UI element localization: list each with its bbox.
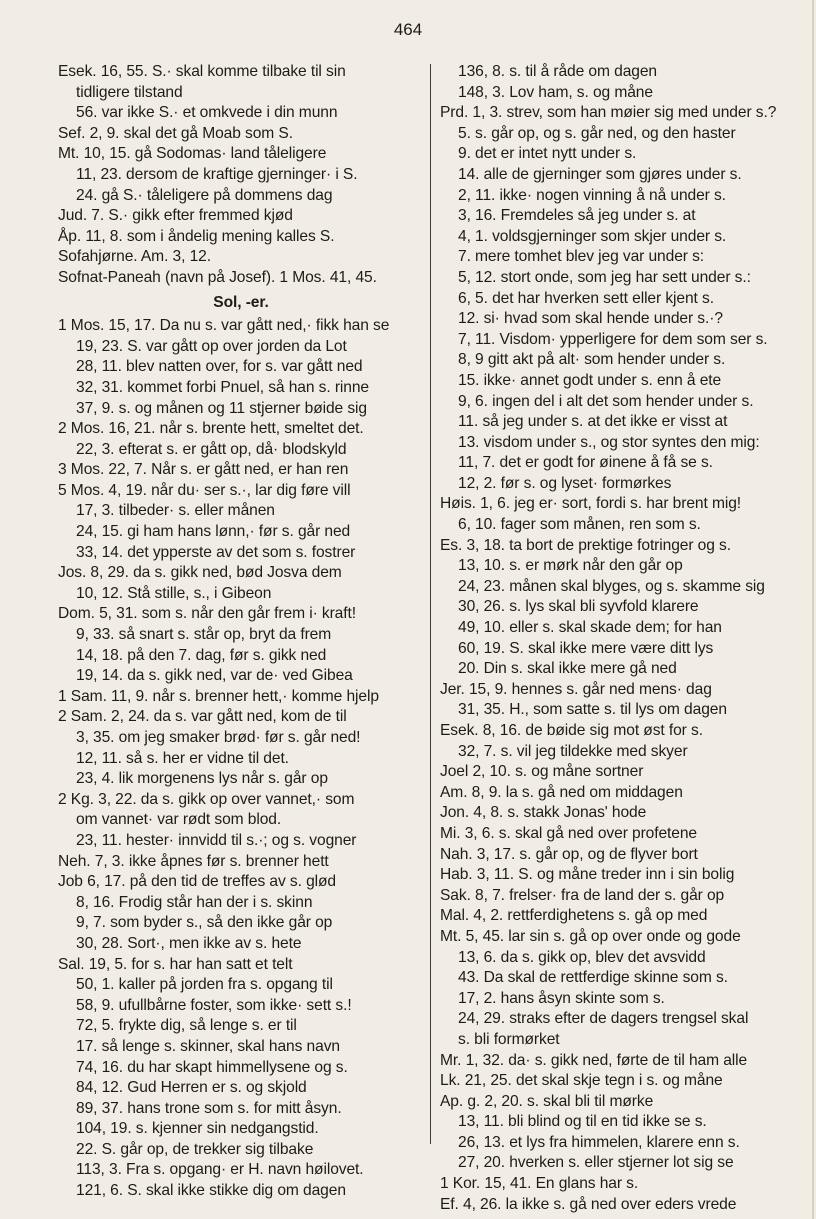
concordance-entry: 3, 16. Fremdeles så jeg under s. at <box>458 207 696 225</box>
concordance-entry: 9, 6. ingen del i alt det som hender under s. <box>458 392 754 410</box>
concordance-entry: 24, 23. månen skal blyges, og s. skamme sig <box>458 577 765 595</box>
concordance-entry: 2, 11. ikke· nogen vinning å nå under s. <box>458 186 726 204</box>
concordance-entry: 4, 1. voldsgjerninger som skjer under s. <box>458 227 727 245</box>
concordance-entry: Am. 8, 9. la s. gå ned om middagen <box>440 783 683 801</box>
concordance-entry: 11. så jeg under s. at det ikke er visst at <box>458 413 728 431</box>
concordance-entry: 13, 6. da s. gikk op, blev det avsvidd <box>458 948 706 966</box>
concordance-entry: 5 Mos. 4, 19. når du· ser s.·, lar dig føre vill <box>58 481 351 499</box>
concordance-entry: 7, 11. Visdom· ypperligere for dem som ser s. <box>458 330 768 348</box>
concordance-entry: 17, 3. tilbeder· s. eller månen <box>76 502 275 520</box>
concordance-entry: 89, 37. hans trone som s. for mitt åsyn. <box>76 1099 342 1117</box>
concordance-entry: 121, 6. S. skal ikke stikke dig om dagen <box>76 1182 346 1200</box>
concordance-entry: Nah. 3, 17. s. går op, og de flyver bort <box>440 845 698 863</box>
concordance-entry: 12. si· hvad som skal hende under s.·? <box>458 310 723 328</box>
concordance-right-column <box>440 62 808 1215</box>
concordance-entry: tidligere tilstand <box>76 83 183 101</box>
concordance-entry: Esek. 8, 16. de bøide sig mot øst for s. <box>440 722 703 739</box>
concordance-entry: Es. 3, 18. ta bort de prektige fotringer og s. <box>440 536 731 554</box>
concordance-entry: Sef. 2, 9. skal det gå Moab som S. <box>58 124 293 142</box>
concordance-entry: 6, 10. fager som månen, ren som s. <box>458 516 701 534</box>
concordance-entry: 22. S. går op, de trekker sig tilbake <box>76 1140 314 1158</box>
concordance-entry: 5, 12. stort onde, som jeg har sett under s.: <box>458 268 751 286</box>
concordance-entry: 24, 29. straks efter de dagers trengsel skal <box>458 1010 749 1028</box>
concordance-entry: 50, 1. kaller på jorden fra s. opgang til <box>76 976 333 994</box>
concordance-entry: Mi. 3, 6. s. skal gå ned over profetene <box>440 824 698 842</box>
concordance-entry: 9. det er intet nytt under s. <box>458 145 637 163</box>
concordance-entry: 43. Da skal de rettferdige skinne som s. <box>458 969 728 987</box>
concordance-entry: Prd. 1, 3. strev, som han møier sig med under s.? <box>440 104 777 122</box>
concordance-entry: 31, 35. H., som satte s. til lys om dagen <box>458 701 727 719</box>
concordance-entry: 15. ikke· annet godt under s. enn å ete <box>458 371 722 389</box>
concordance-entry: Sal. 19, 5. for s. har han satt et telt <box>58 955 293 973</box>
concordance-entry: 24. gå S.· tåleligere på dommens dag <box>76 186 333 204</box>
concordance-entry: 148, 3. Lov ham, s. og måne <box>458 83 653 101</box>
concordance-entry: 8, 16. Frodig står han der i s. skinn <box>76 893 313 911</box>
concordance-entry: 56. var ikke S.· et omkvede i din munn <box>76 104 338 122</box>
concordance-entry: 136, 8. s. til å råde om dagen <box>458 63 657 80</box>
concordance-entry: 37, 9. s. og månen og 11 stjerner bøide sig <box>76 399 367 417</box>
concordance-entry: 11, 7. det er godt for øinene å få se s. <box>458 454 713 472</box>
concordance-entry: 23, 4. lik morgenens lys når s. går op <box>76 770 328 788</box>
concordance-entry: 17. så lenge s. skinner, skal hans navn <box>76 1037 340 1055</box>
concordance-entry: 3, 35. om jeg smaker brød· før s. går ned! <box>76 729 361 746</box>
concordance-entry: 14, 18. på den 7. dag, før s. gikk ned <box>76 646 327 664</box>
concordance-entry: Sofnat-Paneah (navn på Josef). 1 Mos. 41, 45. <box>58 268 377 286</box>
concordance-entry: Jos. 8, 29. da s. gikk ned, bød Josva dem <box>58 564 342 582</box>
concordance-entry: 74, 16. du har skapt himmellysene og s. <box>76 1058 348 1076</box>
concordance-entry: 13, 10. s. er mørk når den går op <box>458 557 683 575</box>
concordance-entry: 6, 5. det har hverken sett eller kjent s. <box>458 289 714 307</box>
page-number: 464 <box>393 20 423 39</box>
page-edge-shadow <box>812 0 814 1219</box>
concordance-entry: Job 6, 17. på den tid de treffes av s. glød <box>58 873 337 891</box>
section-heading: Sol, -er. <box>213 293 269 311</box>
column-divider <box>430 64 431 1144</box>
concordance-entry: 1 Mos. 15, 17. Da nu s. var gått ned,· fikk han se <box>58 317 390 335</box>
concordance-entry: Jud. 7. S.· gikk efter fremmed kjød <box>58 207 293 225</box>
concordance-entry: 104, 19. s. kjenner sin nedgangstid. <box>76 1120 319 1138</box>
concordance-entry: 72, 5. frykte dig, så lenge s. er til <box>76 1017 297 1035</box>
concordance-entry: 49, 10. eller s. skal skade dem; for han <box>458 619 722 637</box>
concordance-entry: Lk. 21, 25. det skal skje tegn i s. og måne <box>440 1072 723 1090</box>
concordance-entry: 113, 3. Fra s. opgang· er H. navn høilovet. <box>76 1161 364 1179</box>
concordance-entry: Mt. 10, 15. gå Sodomas· land tåleligere <box>58 145 327 163</box>
concordance-entry: 33, 14. det ypperste av det som s. fostrer <box>76 543 356 561</box>
concordance-entry: 19, 14. da s. gikk ned, var de· ved Gibea <box>76 667 353 685</box>
concordance-left-column <box>58 62 424 1202</box>
concordance-entry: 1 Kor. 15, 41. En glans har s. <box>440 1175 639 1193</box>
concordance-entry: 5. s. går op, og s. går ned, og den haster <box>458 124 736 142</box>
concordance-entry: Ap. g. 2, 20. s. skal bli til mørke <box>440 1092 654 1110</box>
concordance-entry: Mal. 4, 2. rettferdighetens s. gå op med <box>440 907 708 925</box>
concordance-entry: 7. mere tomhet blev jeg var under s: <box>458 248 705 266</box>
concordance-entry: 17, 2. hans åsyn skinte som s. <box>458 989 665 1007</box>
concordance-entry: 28, 11. blev natten over, for s. var gått ned <box>76 358 363 376</box>
concordance-entry: s. bli formørket <box>458 1030 560 1048</box>
concordance-entry: Mr. 1, 32. da· s. gikk ned, førte de til ham alle <box>440 1051 748 1069</box>
concordance-entry: 3 Mos. 22, 7. Når s. er gått ned, er han ren <box>58 461 349 479</box>
concordance-entry: 60, 19. S. skal ikke mere være ditt lys <box>458 639 714 657</box>
concordance-entry: 8, 9 gitt akt på alt· som hender under s. <box>458 351 726 369</box>
concordance-entry: 32, 31. kommet forbi Pnuel, så han s. rinne <box>76 378 370 396</box>
concordance-entry: 14. alle de gjerninger som gjøres under s. <box>458 165 742 183</box>
concordance-entry: 32, 7. s. vil jeg tildekke med skyer <box>458 742 688 760</box>
concordance-entry: 26, 13. et lys fra himmelen, klarere enn s. <box>458 1133 740 1151</box>
concordance-entry: Sak. 8, 7. frelser· fra de land der s. går op <box>440 886 725 904</box>
concordance-entry: Ef. 4, 26. la ikke s. gå ned over eders vrede <box>440 1195 737 1213</box>
concordance-entry: Neh. 7, 3. ikke åpnes før s. brenner hett <box>58 852 329 870</box>
concordance-entry: 19, 23. S. var gått op over jorden da Lot <box>76 337 347 355</box>
concordance-entry: 9, 7. som byder s., så den ikke går op <box>76 914 333 932</box>
concordance-entry: 13, 11. bli blind og til en tid ikke se s. <box>458 1113 707 1131</box>
concordance-entry: 30, 26. s. lys skal bli syvfold klarere <box>458 598 699 616</box>
concordance-entry: Jer. 15, 9. hennes s. går ned mens· dag <box>440 680 712 698</box>
concordance-entry: Joel 2, 10. s. og måne sortner <box>440 763 644 781</box>
concordance-entry: Sofahjørne. Am. 3, 12. <box>58 248 211 266</box>
concordance-entry: Mt. 5, 45. lar sin s. gå op over onde og gode <box>440 927 741 945</box>
concordance-entry: 9, 33. så snart s. står op, bryt da frem <box>76 626 332 644</box>
concordance-entry: Dom. 5, 31. som s. når den går frem i· kraft! <box>58 605 356 623</box>
concordance-entry: Esek. 16, 55. S.· skal komme tilbake til sin <box>58 63 346 80</box>
concordance-entry: Høis. 1, 6. jeg er· sort, fordi s. har brent mig! <box>440 495 742 513</box>
concordance-entry: 58, 9. ufullbårne foster, som ikke· sett s.! <box>76 996 352 1014</box>
concordance-entry: 2 Sam. 2, 24. da s. var gått ned, kom de til <box>58 708 347 726</box>
concordance-entry: Jon. 4, 8. s. stakk Jonas' hode <box>440 804 647 822</box>
concordance-entry: 2 Kg. 3, 22. da s. gikk op over vannet,· som <box>58 790 355 808</box>
concordance-entry: 13. visdom under s., og stor syntes den mig: <box>458 433 760 451</box>
concordance-entry: 20. Din s. skal ikke mere gå ned <box>458 660 677 678</box>
concordance-entry: 23, 11. hester· innvidd til s.·; og s. vogner <box>76 831 357 849</box>
concordance-entry: 11, 23. dersom de kraftige gjerninger· i S. <box>76 165 358 183</box>
concordance-entry: 1 Sam. 11, 9. når s. brenner hett,· komme hjelp <box>58 687 379 705</box>
concordance-entry: 10, 12. Stå stille, s., i Gibeon <box>76 584 272 602</box>
concordance-entry: om vannet· var rødt som blod. <box>76 811 282 829</box>
concordance-entry: 12, 2. før s. og lyset· formørkes <box>458 474 672 492</box>
concordance-entry: 22, 3. efterat s. er gått op, då· blodskyld <box>76 440 347 458</box>
concordance-entry: 12, 11. så s. her er vidne til det. <box>76 749 289 767</box>
concordance-entry: 30, 28. Sort·, men ikke av s. hete <box>76 934 302 952</box>
concordance-entry: 84, 12. Gud Herren er s. og skjold <box>76 1079 307 1097</box>
concordance-entry: 2 Mos. 16, 21. når s. brente hett, smeltet det. <box>58 420 364 438</box>
concordance-entry: Åp. 11, 8. som i åndelig mening kalles S. <box>58 227 335 245</box>
concordance-entry: 24, 15. gi ham hans lønn,· før s. går ned <box>76 523 351 541</box>
concordance-entry: Hab. 3, 11. S. og måne treder inn i sin bolig <box>440 866 735 884</box>
concordance-entry: 27, 20. hverken s. eller stjerner lot sig se <box>458 1154 734 1172</box>
